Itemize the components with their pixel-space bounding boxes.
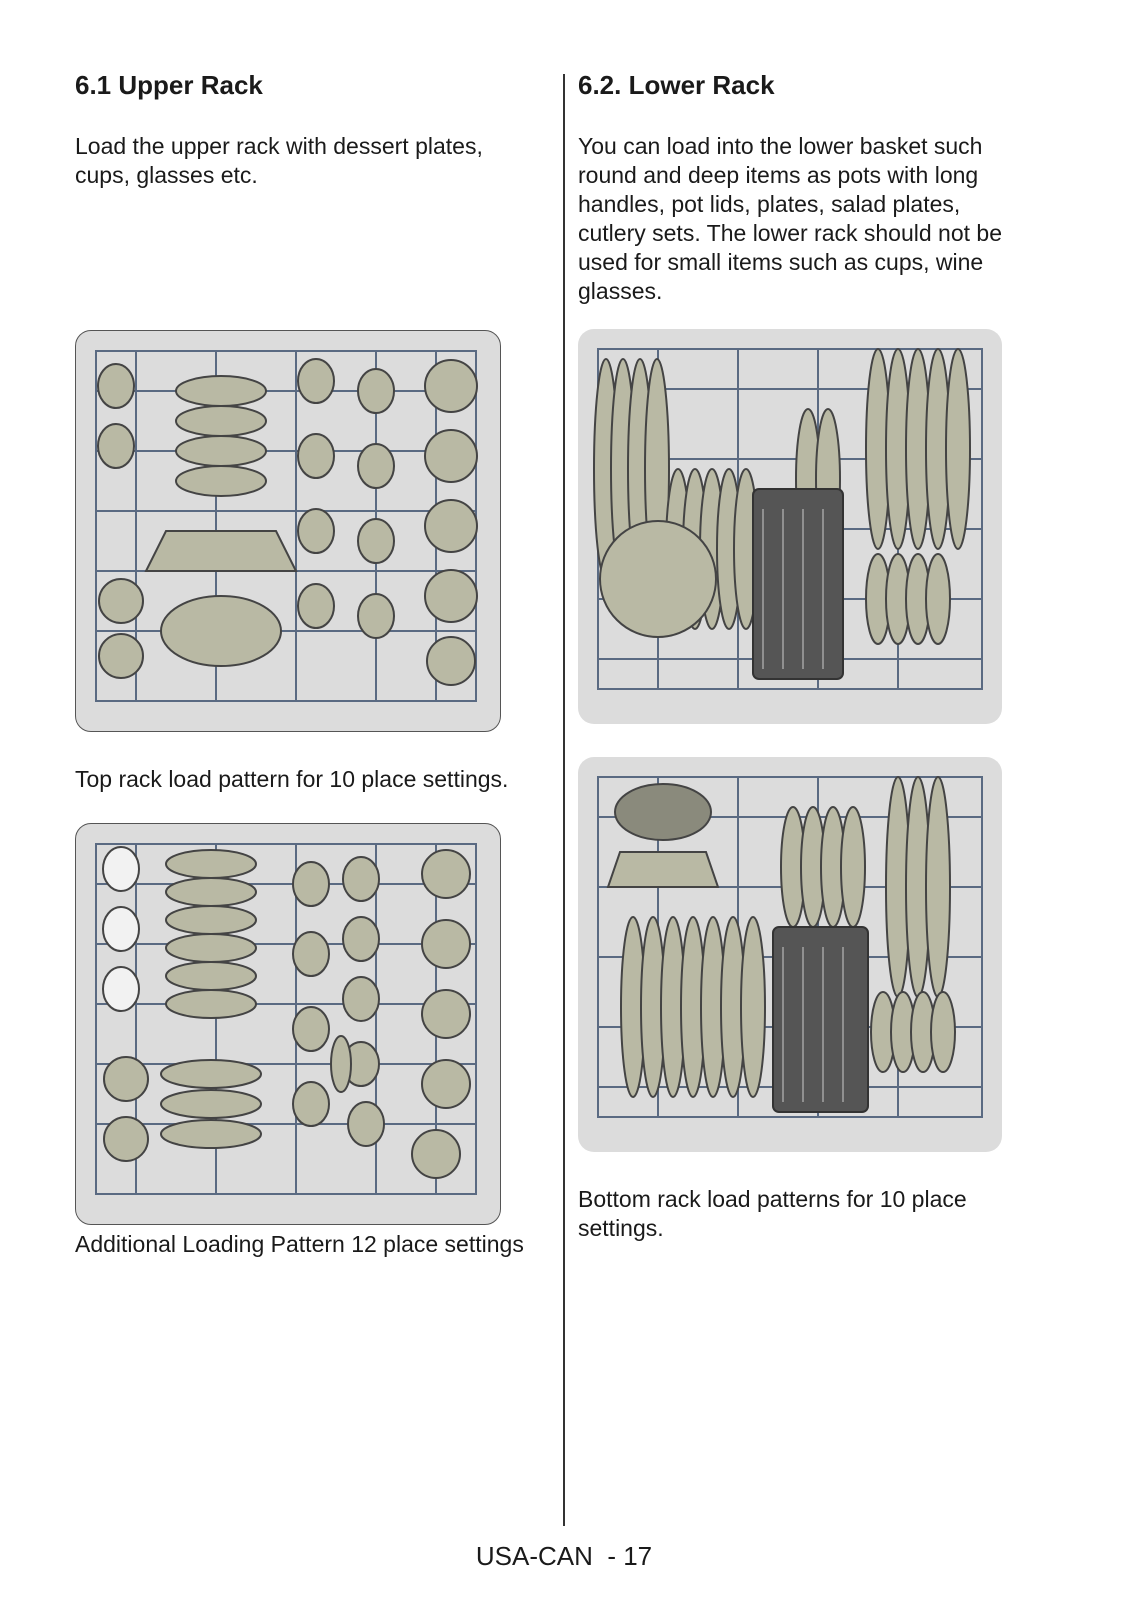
upper-rack-12-place-image (75, 823, 501, 1225)
lower-rack-image-2 (578, 757, 1002, 1152)
upper-rack-10-place-drawing (76, 331, 500, 731)
upper-rack-12-place-drawing (76, 824, 500, 1224)
upper-rack-12-place-caption: Additional Loading Pattern 12 place settings (75, 1231, 524, 1257)
lower-rack-drawing-1 (578, 329, 1002, 724)
lower-rack-drawing-2 (578, 757, 1002, 1152)
page-number: USA-CAN - 17 (475, 1541, 653, 1571)
column-divider (563, 74, 565, 1526)
upper-rack-intro: Load the upper rack with dessert plates, cups, glasses etc. (75, 133, 483, 188)
lower-rack-image-1 (578, 329, 1002, 724)
upper-rack-10-place-caption: Top rack load pattern for 10 place settings. (75, 766, 509, 792)
upper-rack-10-place-image (75, 330, 501, 732)
lower-rack-caption: Bottom rack load patterns for 10 place settings. (578, 1186, 967, 1241)
lower-rack-intro: You can load into the lower basket such round and deep items as pots with long handles, pot lids, plates, salad plates, cutlery sets. The lower rack should not be used for small items such as cups, wine glasses. (578, 133, 1003, 304)
upper-rack-heading: 6.1 Upper Rack (75, 70, 263, 100)
lower-rack-heading: 6.2. Lower Rack (578, 70, 775, 100)
